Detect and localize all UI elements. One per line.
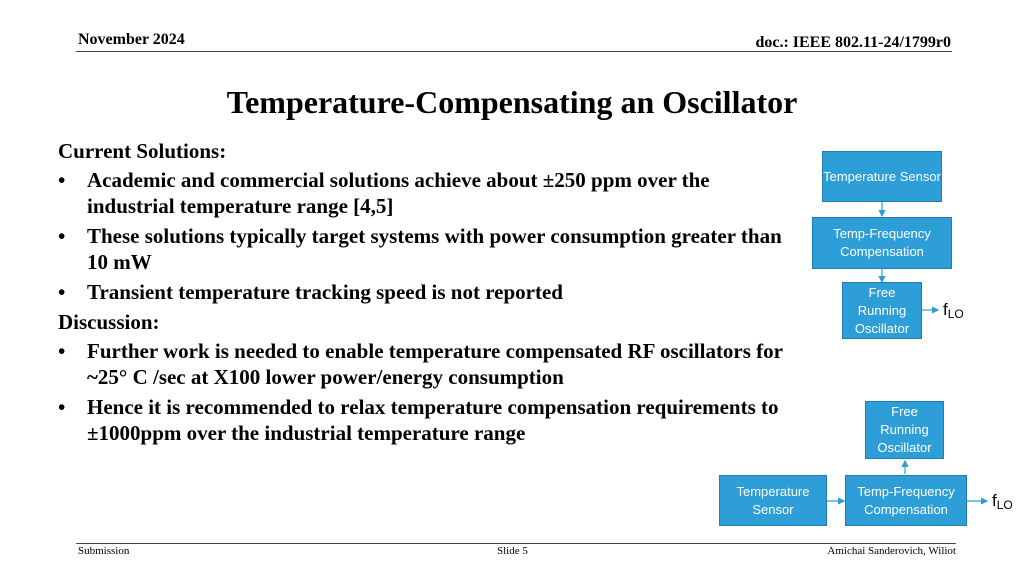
slide-title: Temperature-Compensating an Oscillator — [226, 84, 798, 120]
diagram2-temperature-sensor: Temperature Sensor — [719, 475, 827, 526]
header-date: November 2024 — [78, 31, 185, 48]
diagram1-output-flo: $f_{LO}$ — [943, 300, 964, 321]
footer-submission: Submission — [78, 545, 130, 557]
diagram2-compensation: Temp-Frequency Compensation — [845, 475, 967, 526]
diagram2-output-flo: $f_{LO}$ — [992, 491, 1013, 512]
bullet-text: Transient temperature tracking speed is not reported — [87, 280, 563, 304]
discussion-heading: Discussion: — [58, 310, 160, 334]
footer-divider — [76, 543, 956, 544]
diagram1-oscillator: Free Running Oscillator — [842, 282, 922, 339]
diagram1-compensation: Temp-Frequency Compensation — [812, 217, 952, 269]
bullet-dot: • — [58, 339, 66, 363]
footer-author: Amichai Sanderovich, Wiliot — [827, 545, 956, 557]
bullet-dot: • — [58, 280, 66, 304]
footer-slide-number: Slide 5 — [497, 545, 528, 557]
bullet-dot: • — [58, 224, 66, 248]
bullet-dot: • — [58, 395, 66, 419]
diagram1-temperature-sensor: Temperature Sensor — [822, 151, 942, 202]
diagram2-oscillator: Free Running Oscillator — [865, 401, 944, 459]
current-solutions-heading: Current Solutions: — [58, 139, 227, 163]
bullet-text: Hence it is recommended to relax temperature compensation requirements to ±1000ppm over the industrial temperature range — [87, 395, 779, 445]
bullet-text: Further work is needed to enable temperature compensated RF oscillators for ~25° C /sec at X100 lower power/energy consumption — [87, 339, 783, 389]
bullet-text: These solutions typically target systems with power consumption greater than 10 mW — [87, 224, 782, 274]
bullet-text: Academic and commercial solutions achieve about ±250 ppm over the industrial temperature range [4,5] — [87, 168, 710, 218]
header-doc-id: doc.: IEEE 802.11-24/1799r0 — [755, 34, 951, 51]
bullet-dot: • — [58, 168, 66, 192]
